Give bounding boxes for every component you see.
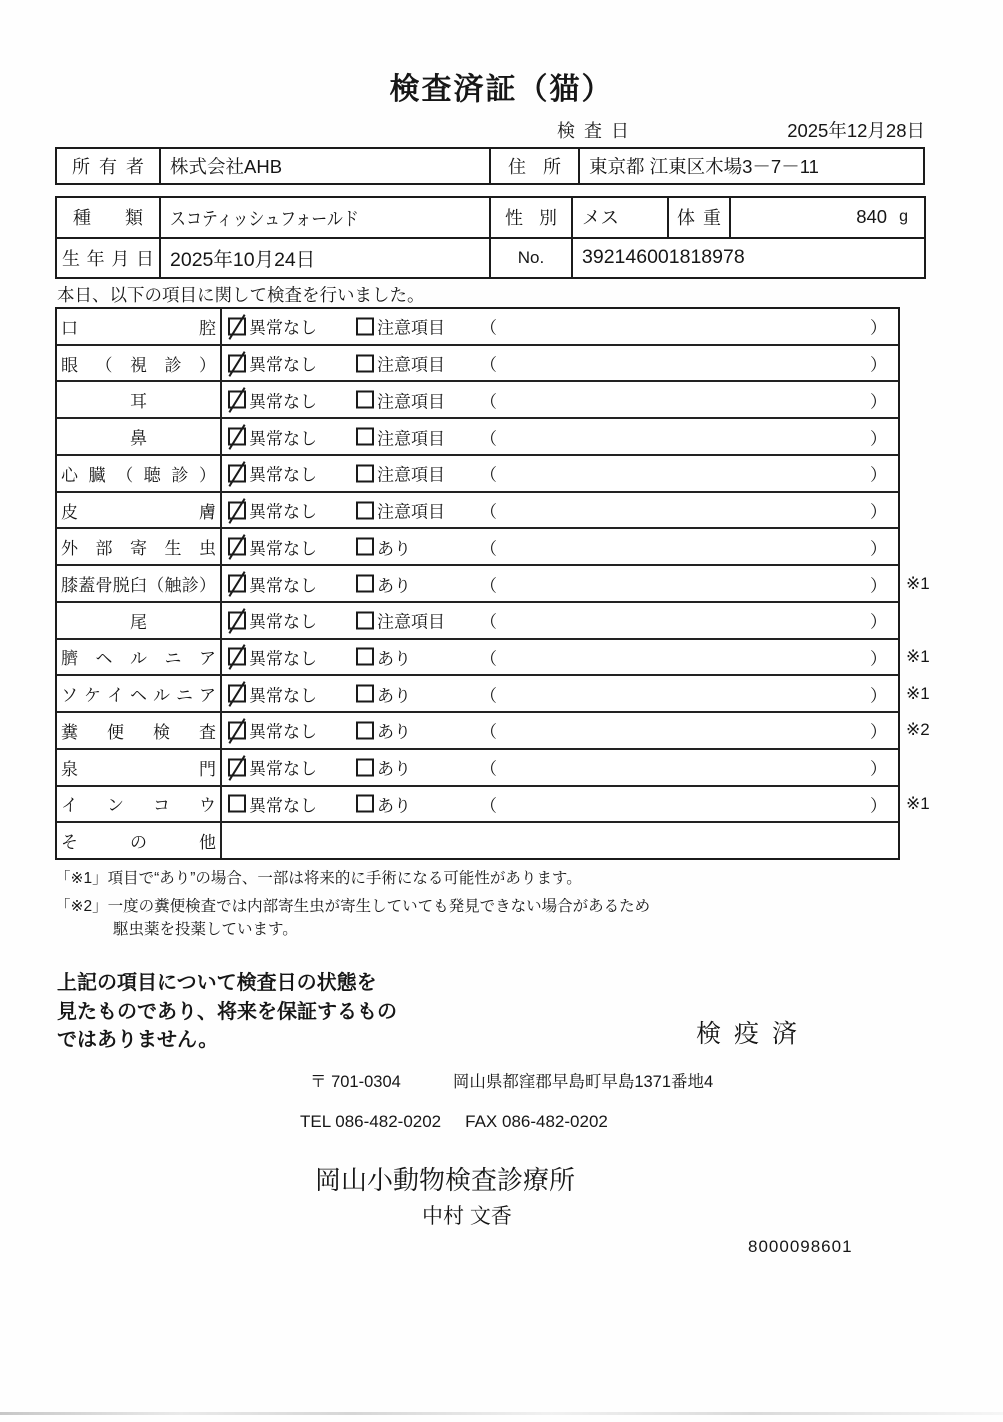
- result-option-attention: あり: [356, 791, 411, 816]
- exam-item-label: 耳: [57, 382, 222, 417]
- row-reference-mark: ※1: [906, 793, 930, 813]
- exam-row-content: [222, 713, 898, 748]
- checkbox-checked-icon: [228, 317, 246, 335]
- exam-row-content: [222, 640, 898, 675]
- owner-label: 所 有 者: [57, 149, 161, 183]
- result-option-normal: 異常なし: [228, 571, 317, 596]
- result-option-attention: あり: [356, 718, 411, 743]
- pet-table-row-1: [57, 198, 924, 237]
- paren-close: ）: [870, 318, 887, 338]
- checkbox-checked-icon: [228, 354, 246, 372]
- address-label: 住 所: [491, 149, 580, 183]
- clinic-contact-row: [300, 1112, 608, 1132]
- exam-item-label: 尾: [57, 603, 222, 638]
- paren-open: （: [480, 429, 497, 449]
- exam-row: [57, 785, 930, 822]
- tel-number: TEL 086-482-0202: [300, 1112, 442, 1131]
- checkbox-checked-icon: [228, 501, 246, 519]
- checkbox-unchecked-icon: [356, 464, 374, 482]
- exam-item-label: イ ン コ ウ: [57, 787, 222, 822]
- checkbox-unchecked-icon: [356, 648, 374, 666]
- result-option-attention: あり: [356, 681, 411, 706]
- checkbox-unchecked-icon: [356, 501, 374, 519]
- result-option-normal: 異常なし: [228, 681, 317, 706]
- paren-open: （: [480, 686, 497, 706]
- exam-row: [57, 309, 898, 344]
- exam-row-content: [222, 566, 898, 601]
- exam-row: [57, 527, 898, 564]
- exam-row-content: [222, 787, 898, 822]
- weight-unit: g: [899, 208, 908, 226]
- disclaimer-line-3: ではありません。: [57, 1029, 219, 1051]
- row-reference-mark: ※2: [906, 720, 930, 740]
- weight-label: 体 重: [669, 198, 731, 237]
- checkbox-checked-icon: [228, 538, 246, 556]
- breed-value: スコティッシュフォールド: [161, 198, 491, 237]
- paren-close: ）: [870, 465, 887, 485]
- inspection-date-label: 検査日: [557, 121, 638, 141]
- checkbox-unchecked-icon: [356, 428, 374, 446]
- pet-table: [55, 196, 926, 279]
- paren-close: ）: [870, 796, 887, 816]
- disclaimer: [57, 969, 397, 1055]
- exam-item-label: 口 腔: [57, 309, 222, 344]
- result-option-normal: 異常なし: [228, 534, 317, 559]
- sex-value: メス: [573, 198, 669, 237]
- checkbox-unchecked-icon: [356, 538, 374, 556]
- exam-row: [57, 491, 898, 528]
- footnote-2-continued: 駆虫薬を投薬しています。: [113, 921, 298, 938]
- birthdate-label: 生 年 月 日: [57, 239, 161, 278]
- clinic-name: 岡山小動物検査診療所: [315, 1165, 576, 1195]
- exam-row-content: [222, 456, 898, 491]
- row-reference-mark: ※1: [906, 646, 930, 666]
- result-option-attention: 注意項目: [356, 608, 445, 633]
- exam-row-content: [222, 676, 898, 711]
- exam-row-content: [222, 346, 898, 381]
- paren-open: （: [480, 539, 497, 559]
- result-option-normal: 異常なし: [228, 608, 317, 633]
- checkbox-unchecked-icon: [356, 317, 374, 335]
- result-option-attention: あり: [356, 534, 411, 559]
- exam-row: [57, 344, 898, 381]
- weight-value: [731, 198, 924, 237]
- exam-row-content: [222, 529, 898, 564]
- checkbox-checked-icon: [228, 685, 246, 703]
- exam-row: [57, 674, 930, 711]
- paren-open: （: [480, 465, 497, 485]
- checkbox-unchecked-icon: [228, 795, 246, 813]
- result-option-attention: 注意項目: [356, 424, 445, 449]
- result-option-attention: 注意項目: [356, 314, 445, 339]
- exam-row: [57, 564, 930, 601]
- paren-open: （: [480, 318, 497, 338]
- checkbox-unchecked-icon: [356, 685, 374, 703]
- result-option-attention: あり: [356, 571, 411, 596]
- paren-close: ）: [870, 576, 887, 595]
- checkbox-unchecked-icon: [356, 611, 374, 629]
- paren-open: （: [480, 355, 497, 375]
- exam-row-content: [222, 419, 898, 454]
- paren-close: ）: [870, 686, 887, 706]
- exam-row-content: [222, 823, 898, 858]
- paren-close: ）: [870, 502, 887, 522]
- exam-item-label: 心 臓 （ 聴 診 ）: [57, 456, 222, 491]
- checkbox-unchecked-icon: [356, 354, 374, 372]
- result-option-attention: 注意項目: [356, 351, 445, 376]
- paren-close: ）: [870, 759, 887, 779]
- no-label: No.: [491, 239, 573, 278]
- result-option-normal: 異常なし: [228, 755, 317, 780]
- result-option-normal: 異常なし: [228, 351, 317, 376]
- exam-row: [57, 601, 898, 638]
- result-option-normal: 異常なし: [228, 718, 317, 743]
- sex-label: 性 別: [491, 198, 573, 237]
- checkbox-checked-icon: [228, 575, 246, 593]
- exam-row: [57, 821, 898, 858]
- clinic-address: 岡山県都窪郡早島町早島1371番地4: [452, 1073, 714, 1091]
- paren-close: ）: [870, 392, 887, 412]
- result-option-normal: 異常なし: [228, 424, 317, 449]
- pet-table-row-2: [57, 237, 924, 278]
- footnote-1: 「※1」項目で“あり”の場合、一部は将来的に手術になる可能性があります。: [55, 870, 582, 887]
- checkbox-checked-icon: [228, 464, 246, 482]
- exam-item-label: 外 部 寄 生 虫: [57, 529, 222, 564]
- checkbox-unchecked-icon: [356, 391, 374, 409]
- checkbox-unchecked-icon: [356, 758, 374, 776]
- paren-close: ）: [870, 722, 887, 742]
- exam-item-label: 鼻: [57, 419, 222, 454]
- result-option-attention: 注意項目: [356, 498, 445, 523]
- paren-open: （: [480, 759, 497, 779]
- result-option-attention: あり: [356, 644, 411, 669]
- result-option-attention: あり: [356, 755, 411, 780]
- veterinarian-name: 中村 文香: [422, 1205, 512, 1228]
- exam-item-label: ソ ケ イ ヘ ル ニ ア: [57, 676, 222, 711]
- exam-row: [57, 711, 930, 748]
- exam-table: [55, 307, 930, 860]
- result-option-normal: 異常なし: [228, 644, 317, 669]
- checkbox-unchecked-icon: [356, 795, 374, 813]
- exam-row-content: [222, 382, 898, 417]
- exam-item-label: 眼 （ 視 診 ）: [57, 346, 222, 381]
- clinic-address-row: [310, 1068, 713, 1092]
- footnote-2: 「※2」一度の糞便検査では内部寄生虫が寄生していても発見できない場合があるため: [55, 898, 651, 915]
- exam-row-content: [222, 493, 898, 528]
- exam-row: [57, 417, 898, 454]
- row-reference-mark: ※1: [906, 573, 930, 593]
- checkbox-checked-icon: [228, 391, 246, 409]
- paren-open: （: [480, 722, 497, 742]
- checkbox-unchecked-icon: [356, 575, 374, 593]
- result-option-normal: 異常なし: [228, 314, 317, 339]
- paren-open: （: [480, 649, 497, 669]
- result-option-normal: 異常なし: [228, 387, 317, 412]
- checkbox-checked-icon: [228, 428, 246, 446]
- quarantine-done-stamp: 検疫済: [696, 1020, 811, 1048]
- breed-label: 種 類: [57, 198, 161, 237]
- paren-open: （: [480, 392, 497, 412]
- exam-row-content: [222, 603, 898, 638]
- paren-close: ）: [870, 429, 887, 449]
- exam-item-label: そ の 他: [57, 823, 222, 858]
- exam-row: [57, 454, 898, 491]
- checkbox-checked-icon: [228, 758, 246, 776]
- serial-number: 8000098601: [748, 1237, 853, 1256]
- checkbox-checked-icon: [228, 721, 246, 739]
- weight-number: 840: [856, 206, 888, 228]
- exam-row-content: [222, 750, 898, 785]
- exam-item-label: 膝 蓋 骨 脱 臼 （ 触 診 ）: [57, 566, 222, 601]
- result-option-attention: 注意項目: [356, 387, 445, 412]
- paren-open: （: [480, 796, 497, 816]
- scan-edge-artifact: [0, 1412, 1003, 1415]
- paren-open: （: [480, 576, 497, 595]
- result-option-normal: 異常なし: [228, 791, 317, 816]
- exam-row-content: [222, 309, 898, 344]
- inspection-date-value: 2025年12月28日: [787, 120, 925, 141]
- result-option-normal: 異常なし: [228, 461, 317, 486]
- checkbox-checked-icon: [228, 611, 246, 629]
- paren-open: （: [480, 502, 497, 522]
- result-option-attention: 注意項目: [356, 461, 445, 486]
- fax-number: FAX 086-482-0202: [465, 1112, 608, 1131]
- exam-item-label: 糞 便 検 査: [57, 713, 222, 748]
- paren-close: ）: [870, 612, 887, 632]
- paren-close: ）: [870, 539, 887, 559]
- row-reference-mark: ※1: [906, 683, 930, 703]
- owner-table: [55, 147, 925, 185]
- exam-row: [57, 748, 898, 785]
- exam-item-label: 臍 ヘ ル ニ ア: [57, 640, 222, 675]
- birthdate-value: 2025年10月24日: [161, 239, 491, 278]
- exam-row: [57, 380, 898, 417]
- exam-row: [57, 638, 930, 675]
- checkbox-checked-icon: [228, 648, 246, 666]
- address-value: 東京都 江東区木場3－7－11: [589, 156, 819, 177]
- exam-item-label: 皮 膚: [57, 493, 222, 528]
- owner-value: 株式会社AHB: [161, 149, 491, 183]
- paren-close: ）: [870, 649, 887, 669]
- no-value: 392146001818978: [582, 246, 745, 269]
- postal-code: 〒 701-0304: [310, 1073, 401, 1091]
- checkbox-unchecked-icon: [356, 721, 374, 739]
- exam-intro-text: 本日、以下の項目に関して検査を行いました。: [57, 285, 425, 305]
- result-option-normal: 異常なし: [228, 498, 317, 523]
- disclaimer-line-1: 上記の項目について検査日の状態を: [57, 972, 377, 994]
- paren-open: （: [480, 612, 497, 632]
- disclaimer-line-2: 見たものであり、将来を保証するもの: [57, 1000, 397, 1023]
- page-title: 検査済証（猫）: [389, 73, 614, 106]
- paren-close: ）: [870, 355, 887, 375]
- exam-item-label: 泉 門: [57, 750, 222, 785]
